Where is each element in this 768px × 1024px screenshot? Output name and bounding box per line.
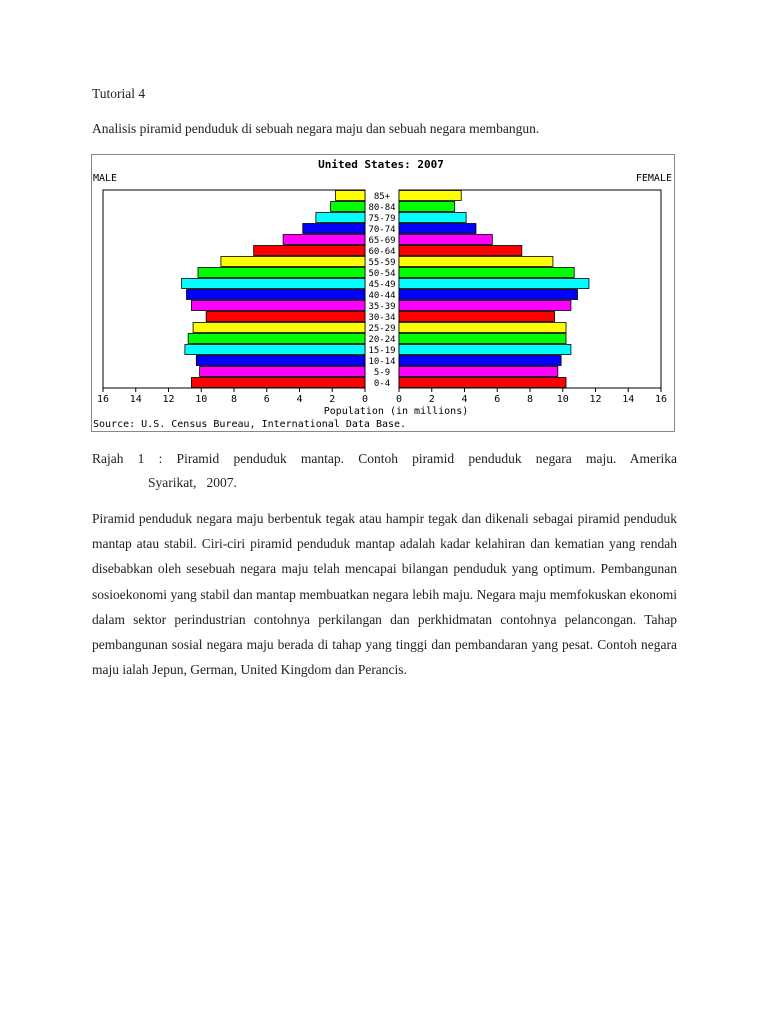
x-tick-label: 0 bbox=[361, 394, 369, 405]
male-bar bbox=[331, 202, 365, 212]
x-tick-label: 14 bbox=[129, 394, 142, 405]
female-bar bbox=[399, 191, 461, 201]
pyramid-svg bbox=[91, 154, 675, 432]
female-bar bbox=[399, 202, 455, 212]
intro-text: Analisis piramid penduduk di sebuah negara maju dan sebuah negara membangun. bbox=[92, 121, 540, 136]
age-group-label: 50-54 bbox=[368, 269, 396, 279]
x-tick-label: 8 bbox=[230, 394, 238, 405]
male-bar bbox=[191, 378, 365, 388]
age-group-label: 40-44 bbox=[368, 291, 396, 301]
female-bar bbox=[399, 213, 466, 223]
age-group-label: 80-84 bbox=[368, 203, 396, 213]
male-bar bbox=[182, 279, 365, 289]
x-tick-label: 10 bbox=[556, 394, 569, 405]
x-axis-label: Population (in millions) bbox=[323, 406, 469, 417]
x-tick-label: 4 bbox=[461, 394, 468, 405]
chart-title: United States: 2007 bbox=[318, 158, 444, 171]
population-pyramid-chart bbox=[91, 154, 675, 432]
male-bar bbox=[336, 191, 365, 201]
caption-line-2: Syarikat, 2007. bbox=[148, 475, 237, 490]
male-bar bbox=[198, 268, 365, 278]
female-bar bbox=[399, 367, 558, 377]
x-tick-label: 2 bbox=[329, 394, 336, 405]
female-bar bbox=[399, 224, 476, 234]
x-tick-label: 8 bbox=[526, 394, 534, 405]
female-bar bbox=[399, 356, 561, 366]
male-label: MALE bbox=[93, 173, 118, 184]
female-bar bbox=[399, 312, 555, 322]
age-group-label: 25-29 bbox=[368, 324, 396, 334]
female-bar bbox=[399, 268, 574, 278]
female-bar bbox=[399, 323, 566, 333]
female-bar bbox=[399, 279, 589, 289]
male-bar bbox=[196, 356, 365, 366]
male-bar bbox=[283, 235, 365, 245]
female-bar bbox=[399, 378, 566, 388]
age-group-label: 35-39 bbox=[368, 302, 396, 312]
x-tick-label: 6 bbox=[494, 394, 501, 405]
caption-line-1: Rajah 1 : Piramid penduduk mantap. Contoh piramid penduduk negara maju. Amerika bbox=[92, 451, 677, 466]
male-bar bbox=[191, 301, 365, 311]
female-bar bbox=[399, 290, 577, 300]
age-group-label: 0-4 bbox=[373, 379, 391, 389]
age-group-label: 10-14 bbox=[368, 357, 396, 367]
female-bar bbox=[399, 301, 571, 311]
source-note: Source: U.S. Census Bureau, International Data Base. bbox=[93, 419, 407, 430]
male-bar bbox=[303, 224, 365, 234]
male-bar bbox=[200, 367, 365, 377]
age-group-label: 15-19 bbox=[368, 346, 396, 356]
age-group-label: 75-79 bbox=[368, 214, 396, 224]
age-group-label: 45-49 bbox=[368, 280, 396, 290]
x-tick-label: 0 bbox=[395, 394, 403, 405]
female-label: FEMALE bbox=[635, 173, 672, 184]
age-group-label: 60-64 bbox=[368, 247, 396, 257]
document-heading: Tutorial 4 bbox=[92, 86, 146, 101]
age-group-label: 85+ bbox=[373, 192, 391, 202]
male-bar bbox=[206, 312, 365, 322]
x-tick-label: 2 bbox=[428, 394, 435, 405]
female-bar bbox=[399, 246, 522, 256]
male-bar bbox=[185, 345, 365, 355]
male-bar bbox=[316, 213, 365, 223]
x-tick-label: 12 bbox=[589, 394, 602, 405]
age-group-label: 55-59 bbox=[368, 258, 396, 268]
figure-caption bbox=[92, 447, 677, 495]
x-tick-label: 16 bbox=[96, 394, 110, 405]
age-group-label: 30-34 bbox=[368, 313, 396, 323]
x-tick-label: 10 bbox=[195, 394, 208, 405]
male-bar bbox=[254, 246, 365, 256]
age-group-label: 5-9 bbox=[373, 368, 391, 378]
female-bar bbox=[399, 235, 492, 245]
male-bar bbox=[188, 334, 365, 344]
x-tick-label: 14 bbox=[622, 394, 635, 405]
x-tick-label: 12 bbox=[162, 394, 175, 405]
male-bar bbox=[221, 257, 365, 267]
female-bar bbox=[399, 257, 553, 267]
male-bar bbox=[187, 290, 365, 300]
age-group-label: 20-24 bbox=[368, 335, 396, 345]
age-group-label: 65-69 bbox=[368, 236, 396, 246]
male-bar bbox=[193, 323, 365, 333]
age-group-label: 70-74 bbox=[368, 225, 396, 235]
female-bar bbox=[399, 345, 571, 355]
x-tick-label: 4 bbox=[296, 394, 303, 405]
x-tick-label: 16 bbox=[654, 394, 668, 405]
x-tick-label: 6 bbox=[263, 394, 270, 405]
body-paragraph: Piramid penduduk negara maju berbentuk tegak atau hampir tegak dan dikenali sebagai piramid penduduk mantap atau stabil. Ciri-ciri piramid penduduk mantap adalah kadar kelahiran dan kematian yang rendah disebabkan oleh sesebuah negara maju telah mencapai bilangan penduduk yang optimum. Pembangunan sosioekonomi yang stabil dan mantap membuatkan negara lebih maju. Negara maju memfokuskan ekonomi dalam sektor perindustrian contohnya perkilangan dan perkhidmatan contohnya pelancongan. Tahap pembangunan sosial negara maju berada di tahap yang tinggi dan pembandaran yang pesat. Contoh negara maju ialah Jepun, German, United Kingdom dan Perancis. bbox=[92, 511, 677, 678]
female-bar bbox=[399, 334, 566, 344]
